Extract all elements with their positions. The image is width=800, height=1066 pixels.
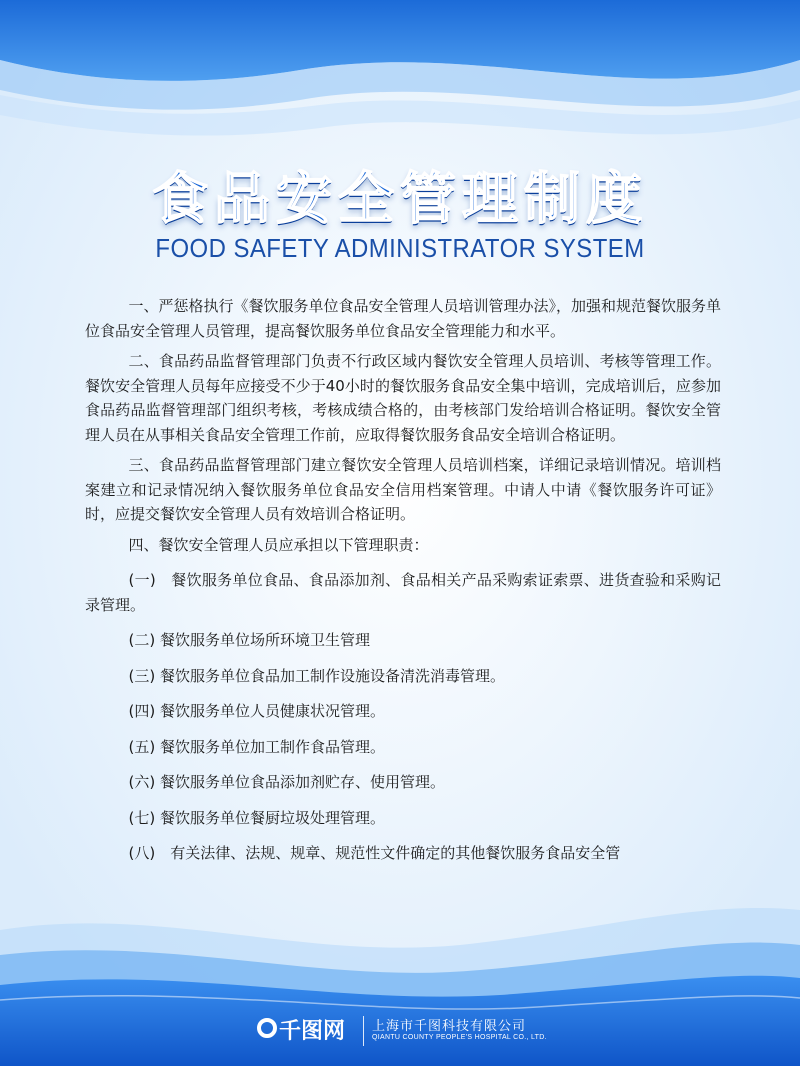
qiantu-logo (257, 1014, 345, 1045)
paragraph-3: 三、食品药品监督管理部门建立餐饮安全管理人员培训档案，详细记录培训情况。培训档案建立和记录情况纳入餐饮服务单位食品安全信用档案管理。中请人中请《餐饮服务许可证》时，应提交餐饮安全管理人员有效培训合格证明。 (85, 456, 721, 523)
duty-item: (七) 餐饮服务单位餐厨垃圾处理管理。 (128, 808, 385, 827)
duty-item: (八) 有关法律、法规、规章、规范性文件确定的其他餐饮服务食品安全管 (128, 844, 621, 862)
duty-item: (四) 餐饮服务单位人员健康状况管理。 (128, 702, 385, 720)
footer (0, 1012, 800, 1052)
logo-text: 千图网 (279, 1019, 346, 1044)
paragraph-1: 一、严惩格执行《餐饮服务单位食品安全管理人员培训管理办法》，加强和规范餐饮服务单位食品安全管理人员管理，提高餐饮服务单位食品安全管理能力和水平。 (85, 297, 722, 340)
poster-subtitle: FOOD SAFETY ADMINISTRATOR SYSTEM (155, 233, 645, 263)
duty-item: (三) 餐饮服务单位食品加工制作设施设备清洗消毒管理。 (128, 666, 505, 685)
paragraph-2: 二、食品药品监督管理部门负责不行政区域内餐饮安全管理人员培训、考核等管理工作。餐饮安全管理人员每年应接受不少于40小时的餐饮服务食品安全集中培训，完成培训后，应参加食品药品监督管理部门组织考核，考核成绩合格的，由考核部门发给培训合格证明。餐饮安全管理人员在从事相关食品安全管理工作前，应取得餐饮服务食品安全培训合格证明。 (85, 352, 721, 444)
paragraph-4: 四、餐饮安全管理人员应承担以下管理职责： (128, 535, 429, 554)
regulation-body (85, 294, 721, 877)
company-name-en: QIANTU COUNTY PEOPLE'S HOSPITAL CO., LTD. (372, 1034, 547, 1041)
logo-q-icon (257, 1018, 277, 1038)
duty-item: (一) 餐饮服务单位食品、食品添加剂、食品相关产品采购索证索票、进货查验和采购记录管理。 (85, 571, 721, 614)
duty-item: (五) 餐饮服务单位加工制作食品管理。 (128, 737, 385, 756)
duty-item: (二) 餐饮服务单位场所环境卫生管理 (128, 631, 370, 649)
poster-title: 食品安全管理制度 (152, 167, 648, 232)
company-name-cn: 上海市千图科技有限公司 (372, 1019, 527, 1034)
footer-divider (363, 1016, 364, 1046)
duty-item: (六) 餐饮服务单位食品添加剂贮存、使用管理。 (128, 773, 445, 791)
title-block (0, 165, 800, 264)
